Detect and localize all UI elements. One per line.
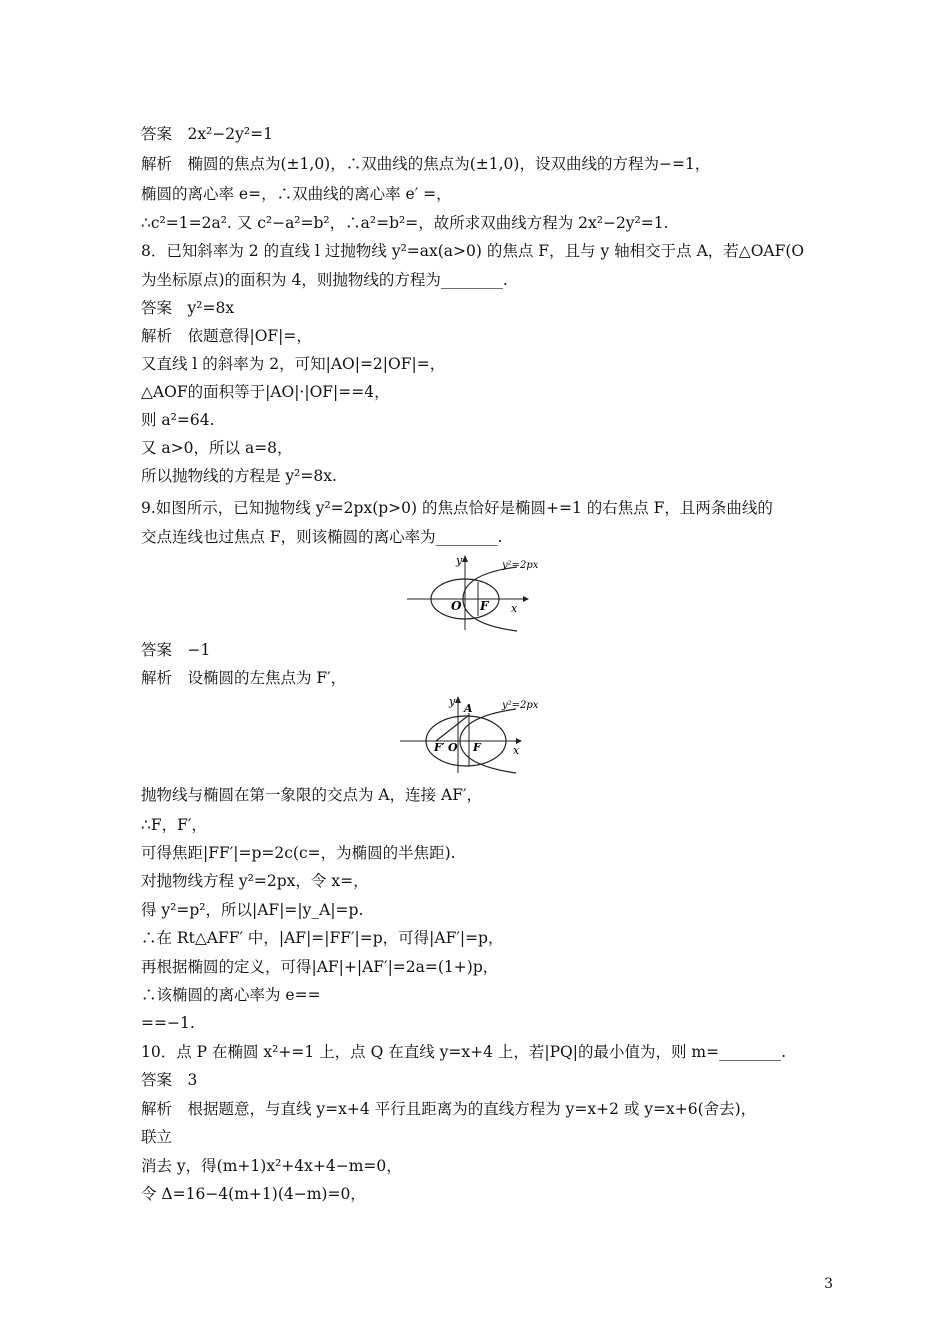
text-line: 所以抛物线的方程是 y²=8x. — [141, 467, 337, 485]
text-line: 答案 2x²−2y²=1 — [141, 125, 273, 143]
text-line: 则 a²=64. — [141, 411, 215, 429]
text-line: 解析 设椭圆的左焦点为 F′， — [141, 669, 347, 687]
question-8-line-2: 为坐标原点)的面积为 4，则抛物线的方程为________. — [141, 271, 508, 289]
page-number: 3 — [824, 1276, 833, 1292]
text-line: 解析 依题意得|OF|=， — [141, 327, 312, 345]
origin-label: O — [451, 599, 462, 613]
x-axis-label: x — [513, 744, 520, 757]
focus-label: F — [473, 741, 481, 754]
text-line: 又直线 l 的斜率为 2，可知|AO|=2|OF|=， — [141, 355, 446, 373]
text-line: 解析 椭圆的焦点为(±1,0)，∴双曲线的焦点为(±1,0)，设双曲线的方程为−=1， — [141, 155, 711, 173]
focus-label: F — [480, 599, 489, 613]
text-line: ∴该椭圆的离心率为 e== — [141, 986, 321, 1004]
question-8-line-1: 8．已知斜率为 2 的直线 l 过抛物线 y²=ax(a>0) 的焦点 F，且与 y 轴相交于点 A，若△OAF(O — [141, 242, 805, 260]
answer-10: 答案 3 — [141, 1071, 198, 1089]
question-9-line-1: 9.如图所示，已知抛物线 y²=2px(p>0) 的焦点恰好是椭圆+=1 的右焦点 F，且两条曲线的 — [141, 499, 773, 517]
parabola-label: y²=2px — [502, 560, 539, 571]
text-line: 消去 y，得(m+1)x²+4x+4−m=0， — [141, 1157, 402, 1175]
figure-ellipse-parabola-foci — [398, 695, 548, 775]
parabola-label: y²=2px — [502, 700, 539, 711]
text-line: 得 y²=p²，所以|AF|=|y_A|=p. — [141, 901, 364, 919]
text-line: 再根据椭圆的定义，可得|AF|+|AF′|=2a=(1+)p， — [141, 958, 499, 976]
text-line: ==−1. — [141, 1014, 195, 1032]
question-9-line-2: 交点连线也过焦点 F，则该椭圆的离心率为________. — [141, 528, 503, 546]
point-a-label: A — [464, 702, 473, 715]
answer-9: 答案 −1 — [141, 641, 211, 659]
y-axis-label: y — [449, 695, 456, 708]
text-line: ∴在 Rt△AFF′ 中，|AF|=|FF′|=p，可得|AF′|=p， — [141, 929, 504, 947]
text-line: 对抛物线方程 y²=2px，令 x=， — [141, 872, 369, 890]
text-line: 解析 根据题意，与直线 y=x+4 平行且距离为的直线方程为 y=x+2 或 y=x+6(舍去)， — [141, 1100, 757, 1118]
origin-label: O — [448, 741, 458, 754]
left-focus-label: F′ — [434, 741, 445, 754]
text-line: 可得焦距|FF′|=p=2c(c=，为椭圆的半焦距). — [141, 844, 456, 862]
text-line: 令 Δ=16−4(m+1)(4−m)=0， — [141, 1185, 366, 1203]
answer-8: 答案 y²=8x — [141, 299, 235, 317]
text-line: 椭圆的离心率 e=，∴双曲线的离心率 e′ =， — [141, 185, 452, 203]
figure-ellipse-parabola — [405, 552, 545, 632]
text-line: ∴F，F′， — [141, 816, 207, 834]
x-axis-label: x — [511, 602, 518, 615]
text-line: △AOF的面积等于|AO|·|OF|==4， — [141, 383, 390, 401]
question-10: 10．点 P 在椭圆 x²+=1 上，点 Q 在直线 y=x+4 上，若|PQ|的最小值为，则 m=________. — [141, 1043, 787, 1061]
text-line: 又 a>0，所以 a=8， — [141, 439, 293, 457]
text-line: 联立 — [141, 1128, 173, 1146]
text-line: 抛物线与椭圆在第一象限的交点为 A，连接 AF′， — [141, 786, 483, 804]
text-line: ∴c²=1=2a². 又 c²−a²=b²，∴a²=b²=，故所求双曲线方程为 2x²−2y²=1. — [141, 214, 669, 232]
y-axis-label: y — [456, 554, 463, 567]
